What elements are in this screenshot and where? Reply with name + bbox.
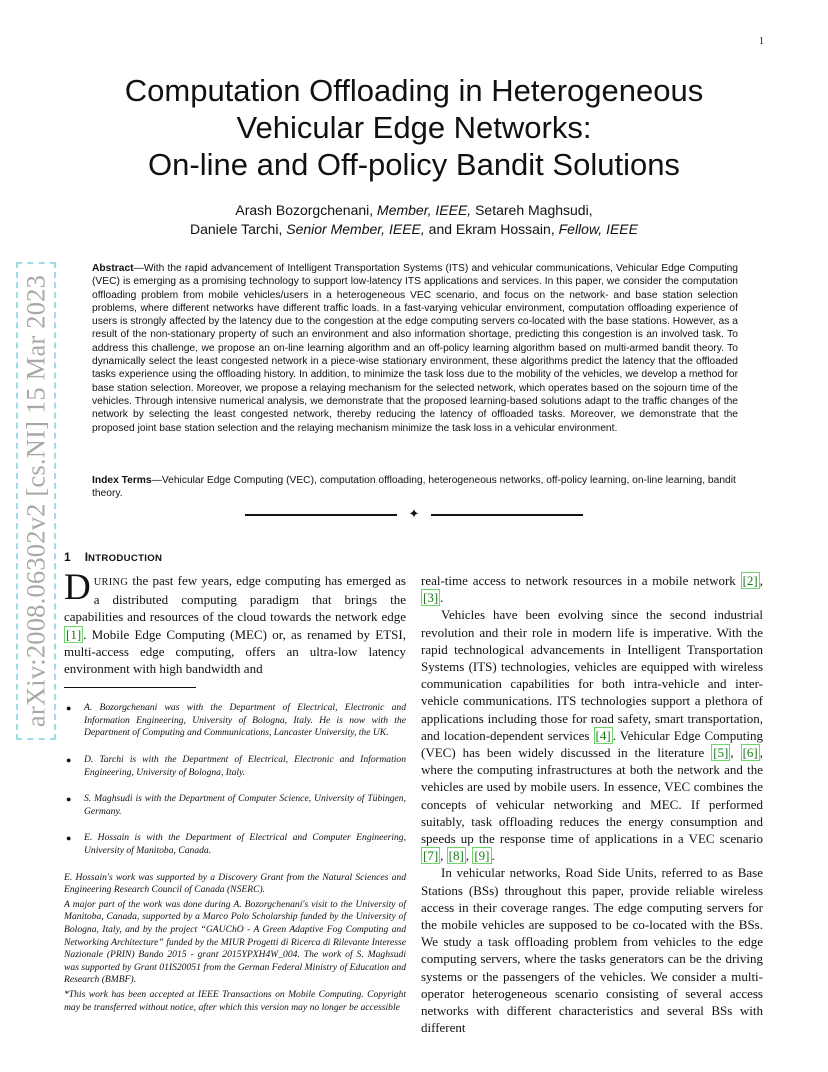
bullet-icon: ● (66, 794, 72, 805)
title-line-3: On-line and Off-policy Bandit Solutions (148, 147, 680, 182)
paragraph-text: . Vehicular Edge Computing (VEC) has been widely discussed in the literature (421, 727, 764, 761)
abstract-text: —With the rapid advancement of Intelligent Transportation Systems (ITS) and vehicular communications, Vehicular Edge Computing (VEC) is emerging as a promising technology to support low-latency ITS applications and services. In this paper, we consider the computation offloading problem from mobile vehicles/users in a heterogeneous VEC scenario, and focus on the network- and base station selection problems, where different networks have different traffic loads. In a fast-varying vehicular environment, computation offloading experience of users is strongly affected by the latency due to the congestion at the edge computing servers co-located with the base stations. However, as a result of the non-stationary property of such an environment and also information shortage, predicting this congestion is an involved task. To address this challenge, we propose an on-line learning algorithm and an off-policy learning algorithm based on multi-armed bandit theory. To dynamically select the least congested network in a piece-wise stationary environment, these algorithms predict the latency that the offloaded tasks experience using the offloading history. In addition, to minimize the task loss due to the mobility of the vehicles, we develop a method for base station selection. Moreover, we propose a relaying mechanism for the selected network, which operates based on the sojourn time of the vehicles. Through intensive numerical analysis, we demonstrate that the proposed learning-based solutions adapt to the traffic changes of the network by selecting the least congested network, thereby reducing the latency of offloaded tasks. Moreover, we demonstrate that the proposed joint base station selection and the relaying mechanism minimize the task loss in a vehicular environment. (92, 263, 738, 434)
citation-link[interactable]: [8] (448, 848, 464, 864)
citation-link[interactable]: [3] (423, 590, 439, 606)
intro-paragraph-3: In vehicular networks, Road Side Units, referred to as Base Stations (BSs) throughout this paper, provide reliable wireless access in their coverage ranges. The edge computing servers for the mobile vehicles are supposed to be co-located with the BSs. We study a task offloading problem from vehicles to the edge computing servers, where the tasks generators can be the driving systems or the passengers of the vehicles. We consider a multi-operator heterogeneous scenario consisting of several access networks with different characteristics and several BSs with different (421, 865, 763, 1036)
affiliation-footnotes (64, 702, 406, 857)
separator-rule-right (431, 514, 583, 516)
paragraph-text: real-time access to network resources in a mobile network (421, 573, 741, 588)
arxiv-identifier[interactable]: arXiv:2008.06302v2 [cs.NI] 15 Mar 2023 (20, 274, 51, 728)
intro-paragraph-2 (421, 606, 763, 864)
footnote-rule (64, 687, 196, 688)
author-line-2 (80, 220, 748, 239)
section-heading (64, 550, 162, 564)
paragraph-text: the past few years, edge computing has emerged as a distributed computing paradigm that brings the capabilities and resources of the cloud towards the network edge (64, 573, 406, 625)
citation-link[interactable]: [7] (423, 848, 439, 864)
left-column (64, 567, 406, 1016)
separator-diamond-icon: ✦ (408, 506, 420, 521)
abstract-label: Abstract (92, 263, 134, 274)
paragraph-text: , where the computing infrastructures at both the network and the vehicles are used by mobile users. In essence, VEC combines the concepts of vehicular networking and MEC. If performed suitably, task offloading reduces the energy consumption and speeds up the response time of applications in a VEC scenario (421, 745, 763, 847)
footnote-text: S. Maghsudi is with the Department of Computer Science, University of Tübingen, Germany. (84, 793, 406, 817)
author-role: Member, IEEE, (377, 202, 472, 218)
author-name: Daniele Tarchi, (190, 221, 287, 237)
author-list (80, 201, 748, 239)
citation-link[interactable]: [5] (713, 745, 729, 761)
author-role: Senior Member, IEEE, (286, 221, 425, 237)
title-line-1: Computation Offloading in Heterogeneous (124, 73, 704, 108)
paragraph-text: , (440, 848, 447, 864)
footnote-text: D. Tarchi is with the Department of Electrical, Electronic and Information Engineering, University of Bologna, Italy. (84, 754, 406, 778)
dropcap-continuation: URING (93, 577, 129, 588)
footnote-text: A. Bozorgchenani was with the Department of Electrical, Electronic and Information Engineering, University of Bologna, Italy. He is now with the Department of Computing and Communications, Lancaster University, the UK. (84, 702, 406, 739)
paragraph-text: . (440, 590, 444, 606)
citation-link[interactable]: [6] (742, 745, 758, 761)
paper-title (80, 72, 748, 183)
bullet-icon: ● (66, 703, 72, 714)
paragraph-text: Vehicles have been evolving since the second industrial revolution and their role in modern life is imperative. With the rapid technological advancements in Intelligent Transportation Systems (ITS) technologies, vehicles are equipped with wireless communication capabilities for both intra-vehicle and inter-vehicle communications. ITS technologies support a plethora of applications including those for road safety, smart transportation, and location-dependent services (421, 607, 763, 743)
arxiv-stamp[interactable] (16, 262, 56, 740)
footnote-text: E. Hossain is with the Department of Electrical and Computer Engineering, University of Manitoba, Canada. (84, 832, 406, 856)
citation-link[interactable]: [1] (66, 626, 82, 642)
paragraph-text: . Mobile Edge Computing (MEC) or, as renamed by ETSI, multi-access edge computing, offers an ultra-low latency environment with high bandwidth and (64, 626, 406, 677)
author-name: Arash Bozorgchenani, (235, 202, 378, 218)
section-number: 1 (64, 550, 71, 564)
footnote-item (64, 832, 406, 857)
citation-link[interactable]: [9] (474, 848, 490, 864)
citation-link[interactable]: [4] (595, 727, 611, 743)
footnote-item (64, 754, 406, 779)
author-name: Setareh Maghsudi, (471, 202, 593, 218)
section-title-initial: I (84, 550, 89, 564)
author-name: and Ekram Hossain, (424, 221, 559, 237)
footnote-item (64, 793, 406, 818)
intro-paragraph-1-continued (421, 572, 763, 606)
bullet-icon: ● (66, 755, 72, 765)
intro-paragraph-1 (64, 567, 406, 677)
dropcap: D (64, 567, 91, 608)
citation-link[interactable]: [2] (742, 573, 758, 588)
paragraph-text: . (491, 848, 495, 864)
author-line-1 (80, 201, 748, 220)
right-column (421, 572, 763, 1036)
paragraph-text: , (759, 573, 763, 588)
index-terms (92, 474, 738, 501)
abstract (92, 262, 738, 435)
index-terms-text: —Vehicular Edge Computing (VEC), computation offloading, heterogeneous networks, off-policy learning, on-line learning, bandit theory. (92, 475, 736, 500)
paragraph-text: , (730, 745, 741, 761)
index-terms-label: Index Terms (92, 475, 152, 486)
footnote-item (64, 702, 406, 740)
separator-rule-left (245, 514, 397, 516)
section-title-rest: NTRODUCTION (88, 553, 163, 564)
section-separator (245, 507, 583, 523)
bullet-icon: ● (66, 833, 72, 844)
paragraph-text: , (465, 848, 473, 864)
funding-note: E. Hossain's work was supported by a Discovery Grant from the Natural Sciences and Engineering Research Council of Canada (NSERC). (64, 871, 406, 896)
copyright-note: *This work has been accepted at IEEE Transactions on Mobile Computing. Copyright may be transferred without notice, after which this version may no longer be accessible (64, 988, 406, 1013)
page-number: 1 (759, 36, 764, 47)
funding-note: A major part of the work was done during A. Bozorgchenani's visit to the University of Manitoba, Canada, supported by a Marco Polo Scholarship funded by the University of Bologna, Italy, and by the project “GAUChO - A Green Adaptive Fog Computing and Networking Architecture” funded by the MIUR Progetti di Ricerca di Rilevante Interesse Nazionale (PRIN) Bando 2015 - grant 2015YPXH4W_004. The work of S. Maghsudi was supported by Grant 01IS20051 from the German Federal Ministry of Education and Research (BMBF). (64, 898, 406, 986)
author-role: Fellow, IEEE (558, 221, 638, 237)
title-line-2: Vehicular Edge Networks: (236, 110, 592, 145)
